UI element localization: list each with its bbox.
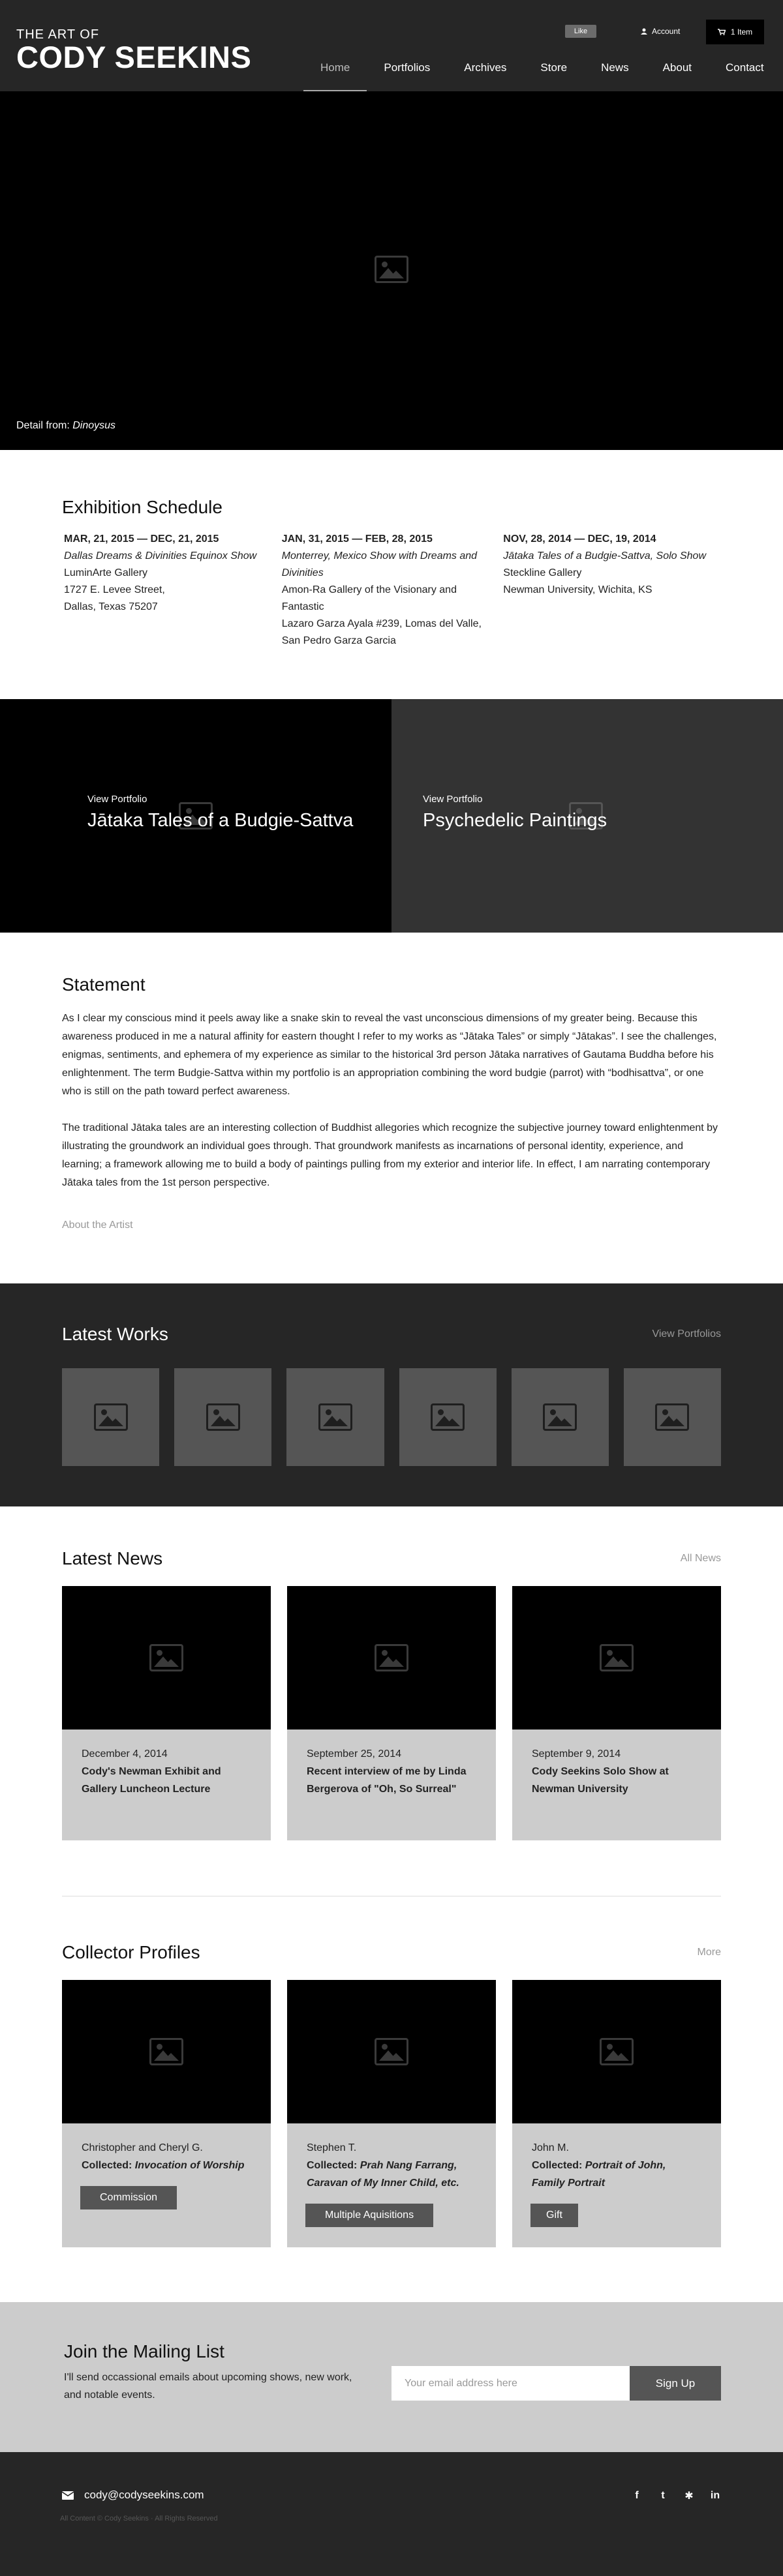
news-date: December 4, 2014 [82, 1748, 168, 1760]
work-thumbnail[interactable] [399, 1368, 497, 1466]
exhibition-address: Newman University, Wichita, KS [503, 584, 652, 595]
gift-tag-button[interactable]: Gift [530, 2204, 578, 2227]
cart-label: 1 Item [730, 27, 753, 37]
footer-email-link[interactable] [62, 2489, 721, 2502]
mailing-list-form [392, 2366, 721, 2401]
nav-about[interactable]: About [662, 61, 692, 74]
portfolio-tiles [0, 699, 783, 933]
mailing-list-section [0, 2302, 783, 2452]
portfolio-tile-psychedelic[interactable] [392, 699, 783, 933]
collector-card [512, 1980, 721, 2247]
image-placeholder-icon [206, 1403, 240, 1431]
facebook-icon[interactable]: f [635, 2490, 639, 2501]
account-link[interactable] [641, 25, 680, 38]
news-date: September 25, 2014 [307, 1748, 401, 1760]
collector-name: Christopher and Cheryl G. [82, 2142, 203, 2153]
sign-up-button[interactable]: Sign Up [630, 2366, 721, 2401]
exhibition-show: Jātaka Tales of a Budgie-Sattva, Solo Show [503, 550, 707, 562]
collected-work: Portrait of John, Family Portrait [532, 2160, 666, 2189]
image-placeholder-icon [431, 1403, 465, 1431]
latest-works-title: Latest Works [62, 1324, 168, 1344]
exhibition-venue: LuminArte Gallery [64, 567, 148, 578]
more-collectors-link[interactable]: More [697, 1947, 721, 1958]
image-placeholder-icon [318, 1403, 352, 1431]
exhibition-date: MAR, 21, 2015 — DEC, 21, 2015 [64, 533, 219, 545]
exhibition-address: Dallas, Texas 75207 [64, 601, 158, 612]
nav-home[interactable]: Home [303, 55, 367, 91]
collected-label: Collected: [82, 2160, 132, 2171]
portfolio-tile-jataka[interactable] [0, 699, 392, 933]
work-thumbnail[interactable] [174, 1368, 271, 1466]
news-card[interactable] [512, 1586, 721, 1840]
site-footer [0, 2452, 783, 2576]
account-label: Account [652, 27, 681, 36]
collector-profiles-title: Collector Profiles [62, 1942, 200, 1962]
collected-label: Collected: [532, 2160, 583, 2171]
image-placeholder-icon [375, 256, 408, 286]
exhibition-item [501, 531, 721, 650]
statement-paragraph: As I clear my conscious mind it peels away like a snake skin to reveal the vast unconscious dimensions of my greater being. Because this awareness produced in me a natural affinity for eastern thought I refer to my works as “Jātaka Tales” or simply “Jātakas”. I see the challenges, enigmas, sentiments, and ephemera of my experience as similar to the historical 3rd person Jātaka narratives of Gautama Buddha before his enlightenment. The term Budgie-Sattva within my portfolio is an appropriation combining the word budgie (parrot) with “bodhisattva”, or one who is still on the path toward perfect awareness. [62, 1013, 717, 1097]
collected-work: Invocation of Worship [134, 2160, 245, 2171]
cart-icon [718, 29, 726, 35]
news-card[interactable] [287, 1586, 496, 1840]
commission-tag-button[interactable]: Commission [80, 2186, 177, 2209]
image-placeholder-icon [543, 1403, 577, 1431]
hero-caption-title: Dinoysus [72, 420, 116, 431]
collector-card [287, 1980, 496, 2247]
exhibition-address: 1727 E. Levee Street, [64, 584, 165, 595]
news-title: Cody's Newman Exhibit and Gallery Luncheon Lecture [82, 1766, 221, 1795]
latest-news-title: Latest News [62, 1548, 163, 1568]
exhibition-section [0, 450, 783, 699]
multiple-aquisitions-tag-button[interactable]: Multiple Aquisitions [305, 2204, 433, 2227]
brand-subtitle: THE ART OF [16, 27, 100, 42]
mailing-list-description: I'll send occassional emails about upcoming shows, new work, and notable events. [64, 2372, 352, 2401]
main-nav [303, 55, 781, 91]
exhibition-date: NOV, 28, 2014 — DEC, 19, 2014 [503, 533, 656, 545]
statement-paragraph: The traditional Jātaka tales are an interesting collection of Buddhist allegories which recognize the subjective journey toward enlightenment by illustrating the groundwork an individual goes through. That groundwork manifests as incarnations of personal identity, experience, and learning; a framework allowing me to build a body of paintings pulling from my exterior and interior life. In effect, I am narrating contemporary Jātaka tales from the 1st person perspective. [62, 1122, 718, 1188]
statement-section [0, 933, 783, 1283]
work-thumbnail[interactable] [624, 1368, 721, 1466]
collector-card [62, 1980, 271, 2247]
facebook-like-button[interactable]: Like [565, 25, 596, 38]
about-artist-link[interactable]: About the Artist [62, 1220, 133, 1231]
user-icon [641, 28, 647, 35]
collector-name: Stephen T. [307, 2142, 357, 2153]
hero-caption-prefix: Detail from: [16, 420, 70, 431]
exhibition-address: Lazaro Garza Ayala #239, Lomas del Valle, San Pedro Garza Garcia [281, 618, 482, 646]
exhibition-item [62, 531, 282, 650]
exhibition-date: JAN, 31, 2015 — FEB, 28, 2015 [281, 533, 433, 545]
email-input[interactable]: Your email address here [392, 2366, 630, 2401]
nav-contact[interactable]: Contact [726, 61, 764, 74]
envelope-icon [62, 2491, 74, 2500]
site-header [0, 0, 783, 91]
site-logo[interactable] [16, 27, 251, 73]
news-card[interactable] [62, 1586, 271, 1840]
portfolio-title: Psychedelic Paintings [423, 810, 607, 831]
nav-portfolios[interactable]: Portfolios [384, 61, 431, 74]
footer-email: cody@codyseekins.com [84, 2489, 204, 2501]
image-placeholder-icon [375, 2038, 408, 2065]
image-placeholder-icon [94, 1403, 128, 1431]
portfolio-view-label: View Portfolio [87, 794, 147, 805]
image-placeholder-icon [600, 2038, 634, 2065]
all-news-link[interactable]: All News [680, 1553, 721, 1564]
hero-caption [16, 420, 115, 432]
portfolio-title: Jātaka Tales of a Budgie-Sattva [87, 810, 354, 831]
twitter-icon[interactable]: t [661, 2490, 665, 2501]
image-placeholder-icon [600, 1644, 634, 1671]
deviantart-icon[interactable]: ✱ [684, 2491, 694, 2502]
linkedin-icon[interactable]: in [710, 2490, 720, 2501]
mailing-list-title: Join the Mailing List [64, 2341, 224, 2361]
cart-button[interactable] [706, 20, 764, 44]
social-links [631, 2489, 721, 2503]
view-portfolios-link[interactable]: View Portfolios [652, 1328, 721, 1340]
exhibition-item [282, 531, 502, 650]
nav-store[interactable]: Store [540, 61, 568, 74]
nav-news[interactable]: News [601, 61, 629, 74]
statement-title: Statement [62, 974, 146, 995]
latest-news-section [0, 1506, 783, 1896]
work-thumbnail[interactable] [286, 1368, 384, 1466]
exhibition-show: Monterrey, Mexico Show with Dreams and Divinities [281, 550, 478, 578]
exhibition-show: Dallas Dreams & Divinities Equinox Show [64, 550, 257, 562]
image-placeholder-icon [655, 1403, 689, 1431]
nav-archives[interactable]: Archives [464, 61, 507, 74]
work-thumbnail[interactable] [512, 1368, 609, 1466]
latest-works-section [0, 1283, 783, 1506]
portfolio-view-label: View Portfolio [423, 794, 483, 805]
image-placeholder-icon [149, 2038, 183, 2065]
collector-name: John M. [532, 2142, 569, 2153]
news-title: Recent interview of me by Linda Bergerova of "Oh, So Surreal" [307, 1766, 467, 1795]
exhibition-venue: Steckline Gallery [503, 567, 582, 578]
image-placeholder-icon [149, 1644, 183, 1671]
collected-work: Prah Nang Farrang, Caravan of My Inner Child, etc. [307, 2160, 459, 2189]
collector-profiles-section [0, 1896, 783, 2302]
exhibition-venue: Amon-Ra Gallery of the Visionary and Fantastic [281, 584, 457, 612]
image-placeholder-icon [375, 1644, 408, 1671]
work-thumbnail[interactable] [62, 1368, 159, 1466]
brand-title: CODY SEEKINS [16, 40, 252, 74]
exhibition-title: Exhibition Schedule [62, 497, 223, 517]
news-date: September 9, 2014 [532, 1748, 621, 1760]
hero-banner [0, 91, 783, 450]
footer-copyright: All Content © Cody Seekins · All Rights Reserved [60, 2515, 218, 2523]
news-title: Cody Seekins Solo Show at Newman University [532, 1766, 669, 1795]
collected-label: Collected: [307, 2160, 358, 2171]
